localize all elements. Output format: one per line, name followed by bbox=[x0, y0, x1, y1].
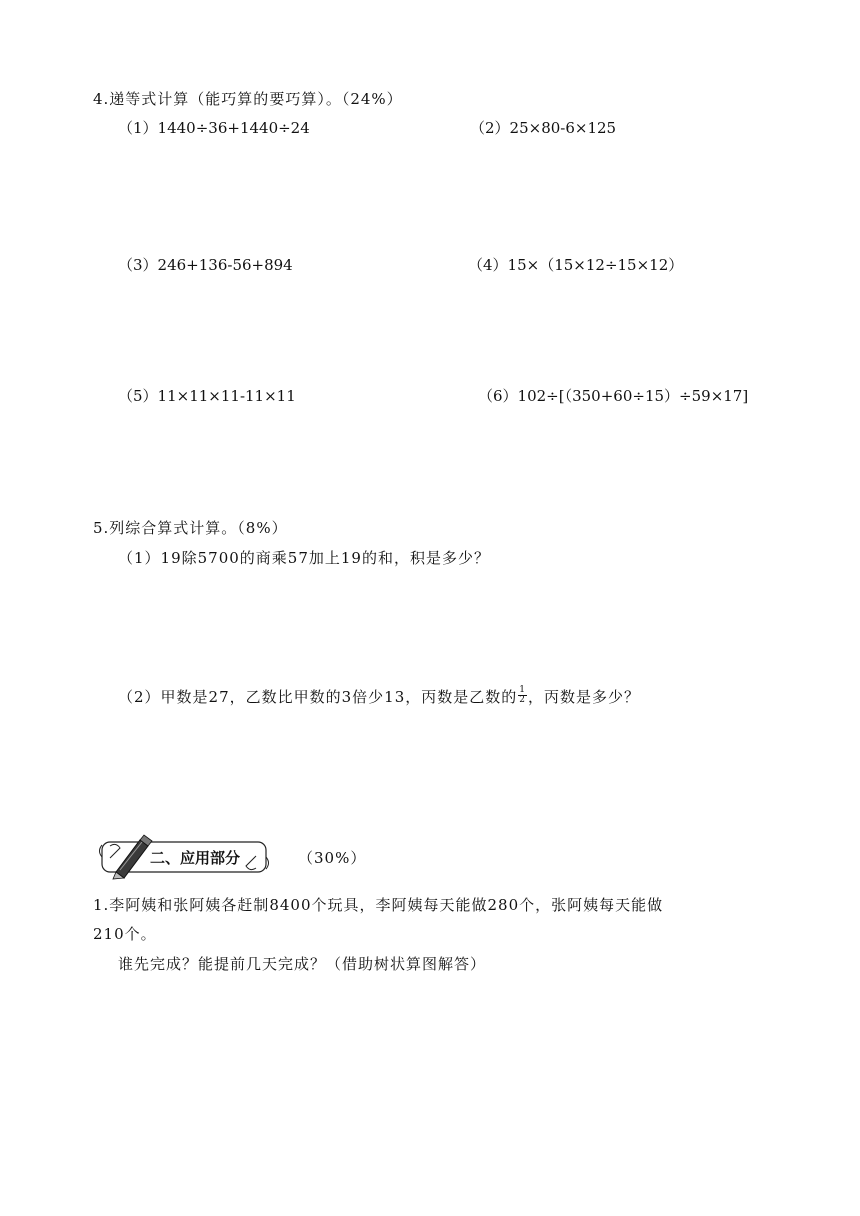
section-5-heading: 5.列综合算式计算。（8%） bbox=[93, 519, 288, 537]
problem-5-1: （1）19除5700的商乘57加上19的和，积是多少？ bbox=[118, 549, 490, 567]
app-problem-1-line3: 谁先完成？能提前几天完成？（借助树状算图解答） bbox=[118, 955, 487, 973]
problem-4-5: （5）11×11×11-11×11 bbox=[118, 387, 296, 405]
fraction-numerator: 1 bbox=[519, 684, 526, 695]
problem-4-3: （3）246+136-56+894 bbox=[118, 256, 293, 274]
one-half-fraction bbox=[518, 686, 527, 705]
section-4-heading: 4.递等式计算（能巧算的要巧算）。（24%） bbox=[93, 90, 403, 108]
problem-4-4: （4）15×（15×12÷15×12） bbox=[468, 256, 684, 274]
part-2-percent: （30%） bbox=[298, 849, 367, 867]
problem-4-1: （1）1440÷36+1440÷24 bbox=[118, 119, 310, 137]
problem-4-6: （6）102÷[（350+60÷15）÷59×17] bbox=[478, 387, 749, 405]
problem-5-2 bbox=[118, 684, 641, 708]
problem-5-2-text-after: ，丙数是多少？ bbox=[528, 688, 641, 706]
part-2-banner-title: 二、应用部分 bbox=[150, 849, 241, 867]
app-problem-1-line1: 1.李阿姨和张阿姨各赶制8400个玩具，李阿姨每天能做280个，张阿姨每天能做 bbox=[93, 896, 664, 914]
fraction-denominator: 2 bbox=[519, 694, 526, 705]
problem-4-2: （2）25×80-6×125 bbox=[470, 119, 617, 137]
problem-5-2-text-before: （2）甲数是27，乙数比甲数的3倍少13，丙数是乙数的 bbox=[118, 688, 518, 706]
app-problem-1-line2: 210个。 bbox=[93, 925, 157, 943]
